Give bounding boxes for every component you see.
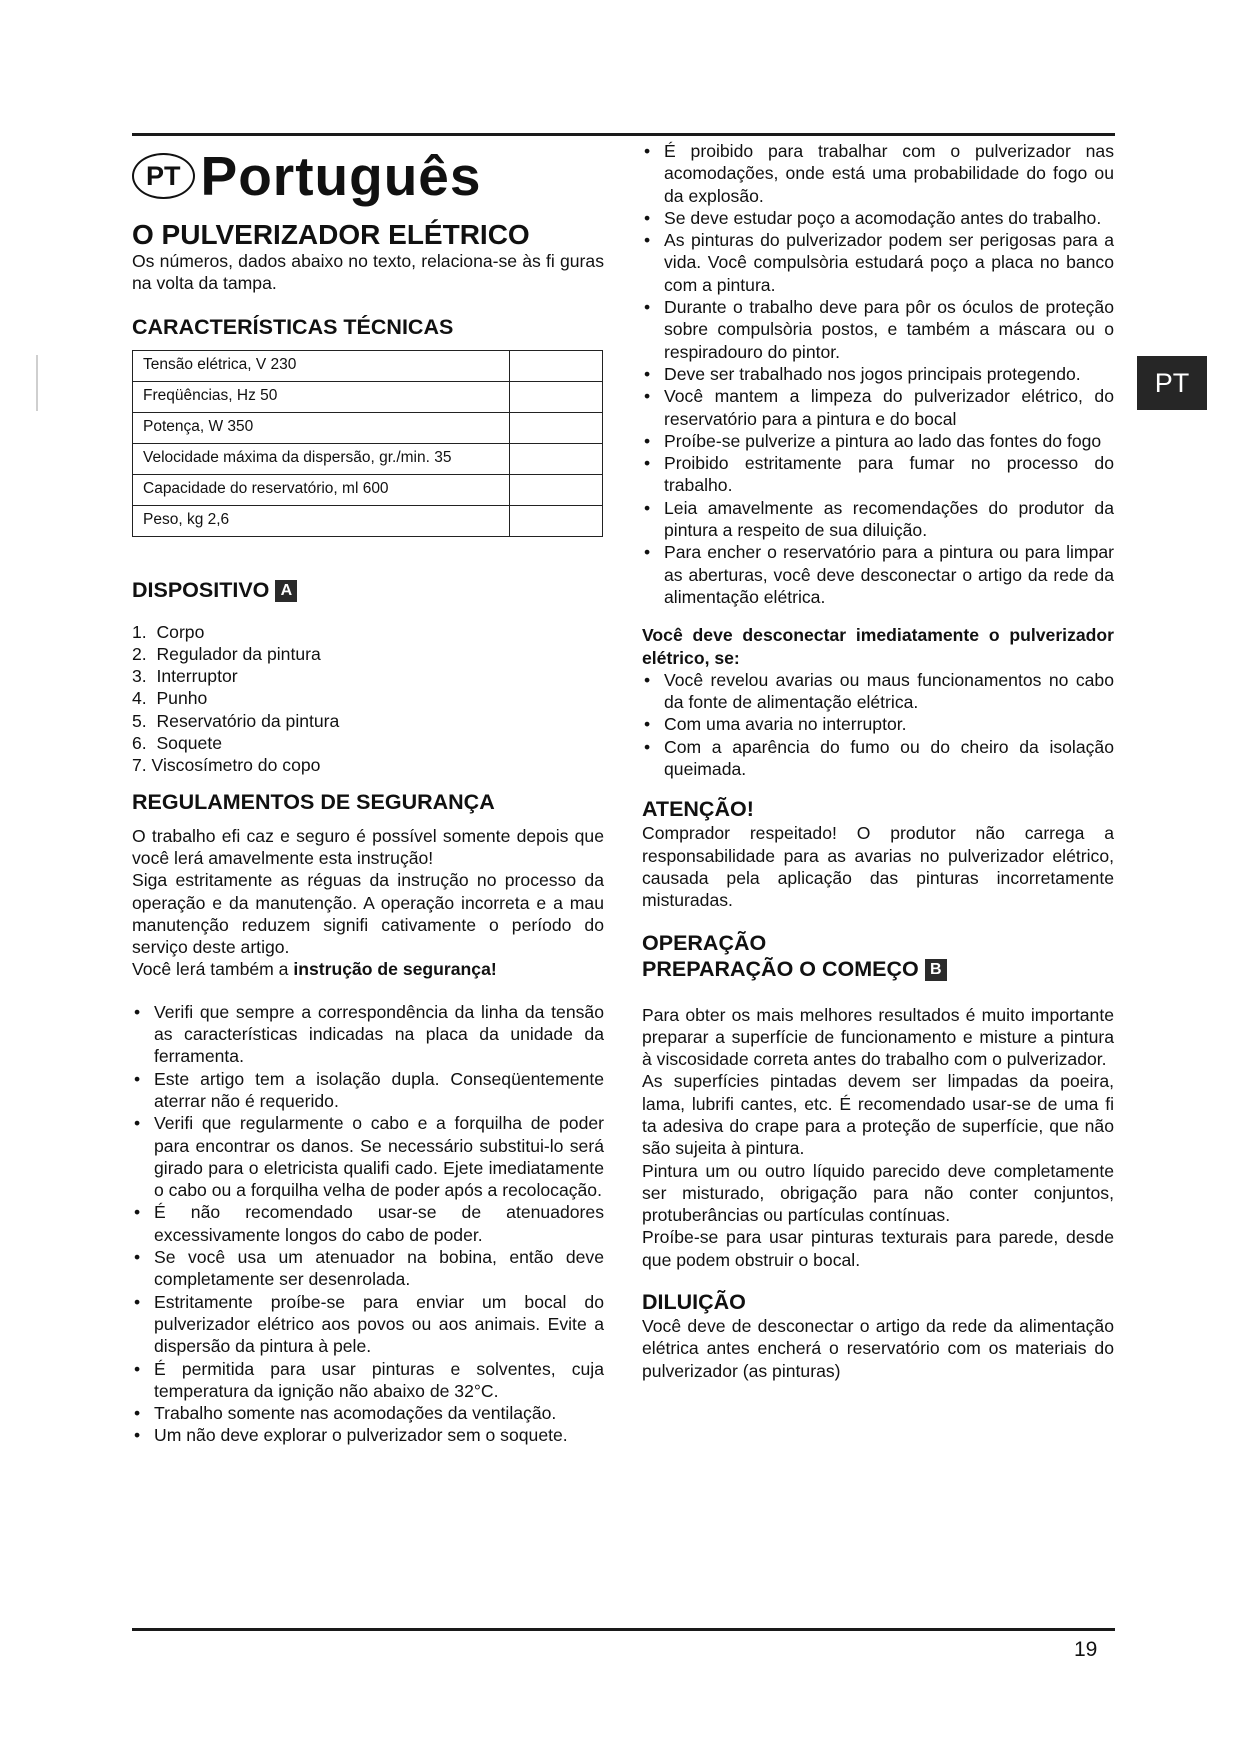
spec-value-cell [510,381,603,412]
table-row [133,350,603,381]
preparation-title-text: PREPARAÇÃO O COMEÇO [642,956,919,981]
language-badge: PT [132,153,195,199]
list-item: • Se você usa um atenuador na bobina, então deve completamente ser desenrolada. [132,1246,604,1291]
spec-cell: Peso, kg 2,6 [133,505,510,536]
bottom-rule [132,1628,1115,1631]
table-row [133,474,603,505]
spec-value-cell [510,505,603,536]
list-item: • Verifi que regularmente o cabo e a forquilha de poder para encontrar os danos. Se necessário substitui-lo será girado para o eletricista qualifi cado. Ejete imediatamente o cabo ou a forquilha velha de poder após a recolocação. [132,1112,604,1201]
list-item: 7. Viscosímetro do copo [132,755,321,776]
page-number: 19 [1074,1638,1098,1661]
safety-paragraph [132,958,604,980]
list-item: • Proibido estritamente para fumar no processo do trabalho. [642,452,1114,497]
spec-cell: Freqüências, Hz 50 [133,381,510,412]
list-item: • Estritamente proíbe-se para enviar um bocal do pulverizador elétrico aos povos ou aos animais. Evite a dispersão da pintura à pele. [132,1291,604,1358]
left-column [132,140,604,1447]
list-item: • Verifi que sempre a correspondência da linha da tensão as características indicadas na placa da unidade da ferramenta. [132,1001,604,1068]
table-row [133,381,603,412]
list-item: 1. Corpo [132,621,205,642]
spec-value-cell [510,350,603,381]
dilution-title: DILUIÇÃO [642,1290,746,1315]
list-item: 6. Soquete [132,733,222,754]
list-item: • Deve ser trabalhado nos jogos principais protegendo. [642,363,1114,385]
spec-cell: Capacidade do reservatório, ml 600 [133,474,510,505]
preparation-title [642,956,1114,982]
safety-emphasis: instrução de segurança! [293,959,497,980]
attention-title: ATENÇÃO! [642,797,754,822]
spec-cell: Potença, W 350 [133,412,510,443]
intro-text: Os números, dados abaixo no texto, relaciona-se às fi guras na volta da tampa. [132,251,604,294]
top-rule [132,133,1115,136]
list-item: • Durante o trabalho deve para pôr os óculos de proteção sobre compulsòria postos, e também a máscara ou o respiradouro do pintor. [642,296,1114,363]
list-item: • Para encher o reservatório para a pintura ou para limpar as aberturas, você deve desconectar o artigo da rede da alimentação elétrica. [642,541,1114,608]
list-item: • Leia amavelmente as recomendações do produtor da pintura a respeito de sua diluição. [642,497,1114,542]
safety-text: Você lerá também a [132,959,294,980]
disconnect-heading: Você deve desconectar imediatamente o pulverizador elétrico, se: [642,625,1114,668]
spec-cell: Tensão elétrica, V 230 [133,350,510,381]
figure-tag-b: B [925,959,947,981]
margin-mark [36,355,38,411]
list-item: • É proibido para trabalhar com o pulverizador nas acomodações, onde está uma probabilidade do fogo ou da explosão. [642,140,1114,207]
operation-title: OPERAÇÃO [642,930,767,955]
safety-bullets [132,1001,604,1447]
language-header [132,144,604,208]
list-item: • É permitida para usar pinturas e solventes, cuja temperatura da ignição não abaixo de 32°C. [132,1358,604,1403]
list-item: • As pinturas do pulverizador podem ser perigosas para a vida. Você compulsòria estudará poço a placa no banco com a pintura. [642,229,1114,296]
main-title: O PULVERIZADOR ELÉTRICO [132,219,530,250]
list-item: • Se deve estudar poço a acomodação antes do trabalho. [642,207,1114,229]
list-item: 2. Regulador da pintura [132,643,321,664]
parts-list [132,621,604,777]
tech-specs-title: CARACTERÍSTICAS TÉCNICAS [132,314,454,339]
spec-cell: Velocidade máxima da dispersão, gr./min. 35 [133,443,510,474]
list-item: • Este artigo tem a isolação dupla. Conseqüentemente aterrar não é requerido. [132,1068,604,1113]
list-item: 5. Reservatório da pintura [132,710,340,731]
list-item: • Trabalho somente nas acomodações da ventilação. [132,1402,604,1424]
list-item: • Você revelou avarias ou maus funcionamentos no cabo da fonte de alimentação elétrica. [642,669,1114,714]
safety-bullets-continued [642,140,1114,608]
table-row [133,443,603,474]
dilution-text: Você deve de desconectar o artigo da rede da alimentação elétrica antes encherá o reservatório com os materiais do pulverizador (as pinturas) [642,1316,1114,1381]
attention-text: Comprador respeitado! O produtor não carrega a responsabilidade para as avarias no pulverizador elétrico, causada pela aplicação das pinturas incorretamente misturadas. [642,823,1114,911]
language-side-tab: PT [1137,356,1207,410]
table-row [133,505,603,536]
safety-title: REGULAMENTOS DE SEGURANÇA [132,789,495,814]
right-column [642,140,1114,1382]
list-item: 3. Interruptor [132,666,238,687]
table-row [133,412,603,443]
preparation-paragraph: Pintura um ou outro líquido parecido deve completamente ser misturado, obrigação para não conter conjuntos, protuberâncias ou partículas contínuas. [642,1160,1114,1226]
list-item: • Um não deve explorar o pulverizador sem o soquete. [132,1424,604,1446]
list-item: • É não recomendado usar-se de atenuadores excessivamente longos do cabo de poder. [132,1201,604,1246]
list-item: 4. Punho [132,688,208,709]
spec-value-cell [510,412,603,443]
disconnect-bullets [642,669,1114,780]
specs-table [132,350,603,537]
device-title [132,577,604,603]
list-item: • Com a aparência do fumo ou do cheiro da isolação queimada. [642,736,1114,781]
list-item: • Você mantem a limpeza do pulverizador elétrico, do reservatório para a pintura e do bocal [642,385,1114,430]
spec-value-cell [510,474,603,505]
preparation-paragraph: Proíbe-se para usar pinturas texturais para parede, desde que podem obstruir o bocal. [642,1227,1114,1270]
safety-paragraph: O trabalho efi caz e seguro é possível somente depois que você lerá amavelmente esta instrução! [132,825,604,868]
list-item: • Proíbe-se pulverize a pintura ao lado das fontes do fogo [642,430,1114,452]
preparation-paragraph: As superfícies pintadas devem ser limpadas da poeira, lama, lubrifi cantes, etc. É recomendado usar-se de uma fi ta adesiva do crape para a proteção de superfície, que não são sujeita à pintura. [642,1071,1114,1159]
device-title-text: DISPOSITIVO [132,577,270,602]
safety-paragraph: Siga estritamente as réguas da instrução no processo da operação e da manutenção. A operação incorreta e a mau manutenção reduzem signifi cativamente o período do serviço deste artigo. [132,870,604,958]
language-title: Português [200,145,482,207]
preparation-paragraph: Para obter os mais melhores resultados é muito importante preparar a superfície de funcionamento e misture a pintura à viscosidade correta antes do trabalho com o pulverizador. [642,1004,1114,1070]
figure-tag-a: A [275,580,297,602]
list-item: • Com uma avaria no interruptor. [642,713,1114,735]
spec-value-cell [510,443,603,474]
